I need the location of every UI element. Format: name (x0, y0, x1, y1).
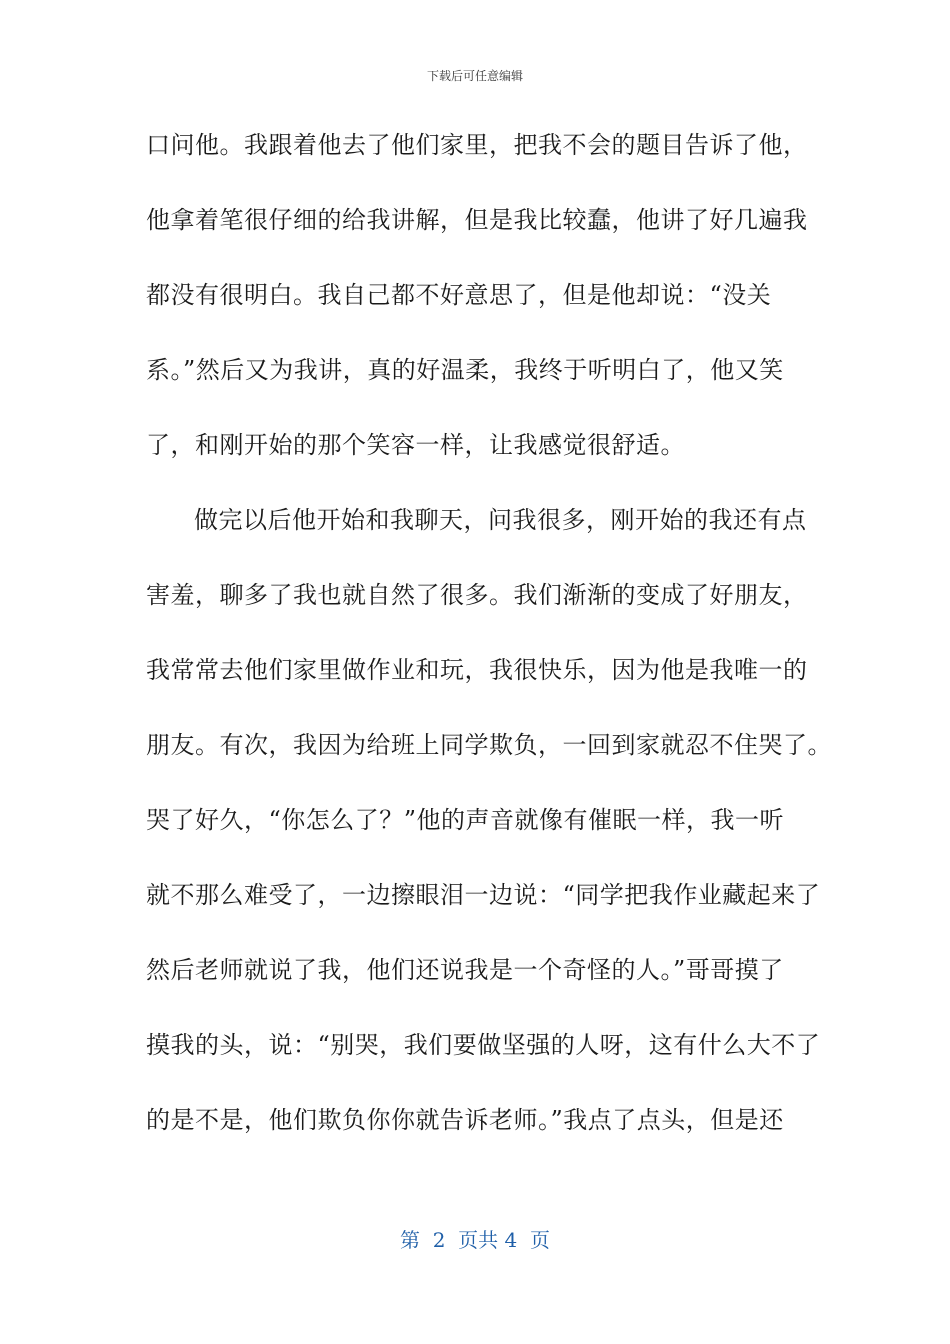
text-line: 他拿着笔很仔细的给我讲解，但是我比较蠢，他讲了好几遍我 (146, 206, 808, 234)
text-line: 就不那么难受了，一边擦眼泪一边说：“同学把我作业藏起来了 (146, 881, 821, 909)
text-line: 我常常去他们家里做作业和玩，我很快乐，因为他是我唯一的 (146, 656, 808, 684)
document-body (146, 125, 832, 1175)
text-line: 摸我的头，说：“别哭，我们要做坚强的人呀，这有什么大不了 (146, 1031, 821, 1059)
text-line: 然后老师就说了我，他们还说我是一个奇怪的人。”哥哥摸了 (146, 956, 784, 984)
text-line: 哭了好久，“你怎么了？”他的声音就像有催眠一样，我一听 (146, 806, 785, 834)
text-line: 的是不是，他们欺负你你就告诉老师。”我点了点头，但是还 (146, 1106, 784, 1134)
page-header: 下载后可任意编辑 (426, 69, 523, 83)
text-line: 朋友。有次，我因为给班上同学欺负，一回到家就忍不住哭了。 (146, 731, 832, 759)
text-line: 系。”然后又为我讲，真的好温柔，我终于听明白了，他又笑 (146, 356, 784, 384)
text-line: 都没有很明白。我自己都不好意思了，但是他却说：“没关 (146, 281, 772, 309)
page-number-footer: 第 2 页共 4 页 (400, 1228, 550, 1252)
text-line: 了，和刚开始的那个笑容一样，让我感觉很舒适。 (146, 431, 685, 459)
paragraph-first-line: 做完以后他开始和我聊天，问我很多，刚开始的我还有点 (194, 506, 807, 534)
text-line: 口问他。我跟着他去了他们家里，把我不会的题目告诉了他， (146, 131, 808, 159)
text-line: 害羞，聊多了我也就自然了很多。我们渐渐的变成了好朋友， (146, 581, 808, 609)
